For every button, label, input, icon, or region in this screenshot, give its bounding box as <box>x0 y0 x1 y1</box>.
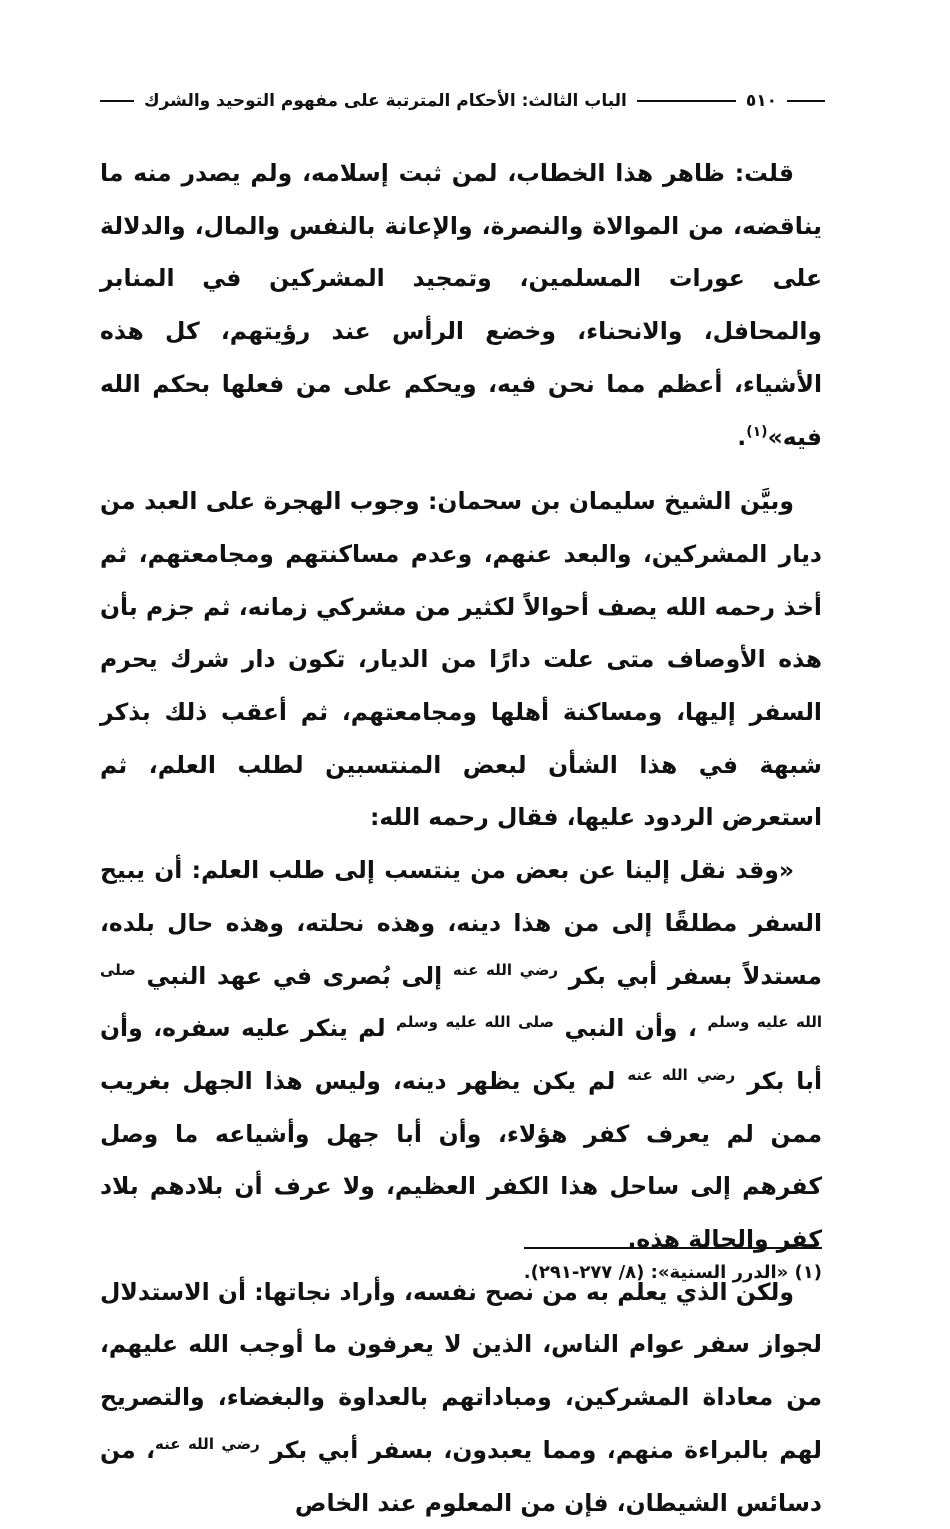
chapter-title: الباب الثالث: الأحكام المترتبة على مفهوم التوحيد والشرك <box>144 91 627 111</box>
footnote: (١) «الدرر السنية»: (٨/ ٢٧٧-٢٩١). <box>523 1262 822 1283</box>
radiyallahu-anhu-glyph: رضي الله عنه <box>155 1435 260 1454</box>
header-rule-middle <box>637 100 736 102</box>
radiyallahu-anhu-glyph: رضي الله عنه <box>452 960 559 979</box>
radiyallahu-anhu-glyph: رضي الله عنه <box>627 1066 736 1085</box>
paragraph-4: ولكن الذي يعلم به من نصح نفسه، وأراد نجاتها: أن الاستدلال لجواز سفر عوام الناس، الذين لا يعرفون ما أوجب الله عليهم، من معاداة المشركين، ومباداتهم بالعداوة والبغضاء، والتصريح لهم بالبراءة منهم، ومما يعبدون، بسفر أبي بكر $^{رضي الله عنه}$، من دسائس الشيطان، فإن من المعلوم عند الخاص <box>100 1277 823 1517</box>
paragraph-3-quote: «وقد نقل إلينا عن بعض من ينتسب إلى طلب العلم: أن يبيح السفر مطلقًا إلى من هذا دينه، وهذه نحلته، وهذه حال بلده، مستدلاً بسفر أبي بكر $^{رضي الله عنه}$ إلى بُصرى في عهد النبي $^{صلى الله عليه وسلم}$ ، وأن النبي $^{صلى الله عليه وسلم}$ لم ينكر عليه سفره، وأن أبا بكر $^{رضي الله عنه}$ لم يكن يظهر دينه، وليس هذا الجهل بغريب ممن لم يعرف كفر هؤلاء، وأن أبا جهل وأشياعه ما وصل كفرهم إلى ساحل هذا الكفر العظيم، ولا عرف أن بلادهم بلاد كفر والحالة هذه. <box>100 856 823 1254</box>
page-number: ٥١٠ <box>745 91 777 111</box>
paragraph-1: قلت: ظاهر هذا الخطاب، لمن ثبت إسلامه، ولم يصدر منه ما يناقضه، من الموالاة والنصرة، والإعانة بالنفس والمال، والدلالة على عورات المسلمين، وتمجيد المشركين في المنابر والمحافل، والانحناء، وخضع الرأس عند رؤيتهم، كل هذه الأشياء، أعظم مما نحن فيه، ويحكم على من فعلها بحكم الله فيه»$^{(١)}$. <box>100 159 822 451</box>
footnote-reference[interactable]: (١) <box>746 423 768 440</box>
main-text <box>100 147 822 1529</box>
paragraph-2: وبيَّن الشيخ سليمان بن سحمان: وجوب الهجرة على العبد من ديار المشركين، والبعد عنهم، وعدم مساكنتهم ومجامعتهم، ثم أخذ رحمه الله يصف أحوالاً لكثير من مشركي زمانه، ثم جزم بأن هذه الأوصاف متى علت دارًا من الديار، تكون دار شرك يحرم السفر إليها، ومساكنة أهلها ومجامعتهم، ثم أعقب ذلك بذكر شبهة في هذا الشأن لبعض المنتسبين لطلب العلم، ثم استعرض الردود عليها، فقال رحمه الله: <box>100 487 822 832</box>
header-rule-right <box>787 100 825 102</box>
footnote-separator <box>524 1247 822 1249</box>
running-header <box>100 86 825 116</box>
salallahu-alayhi-wasallam-glyph: صلى الله عليه وسلم <box>100 960 822 1032</box>
salallahu-alayhi-wasallam-glyph: صلى الله عليه وسلم <box>396 1013 554 1032</box>
header-rule-left <box>100 100 134 102</box>
